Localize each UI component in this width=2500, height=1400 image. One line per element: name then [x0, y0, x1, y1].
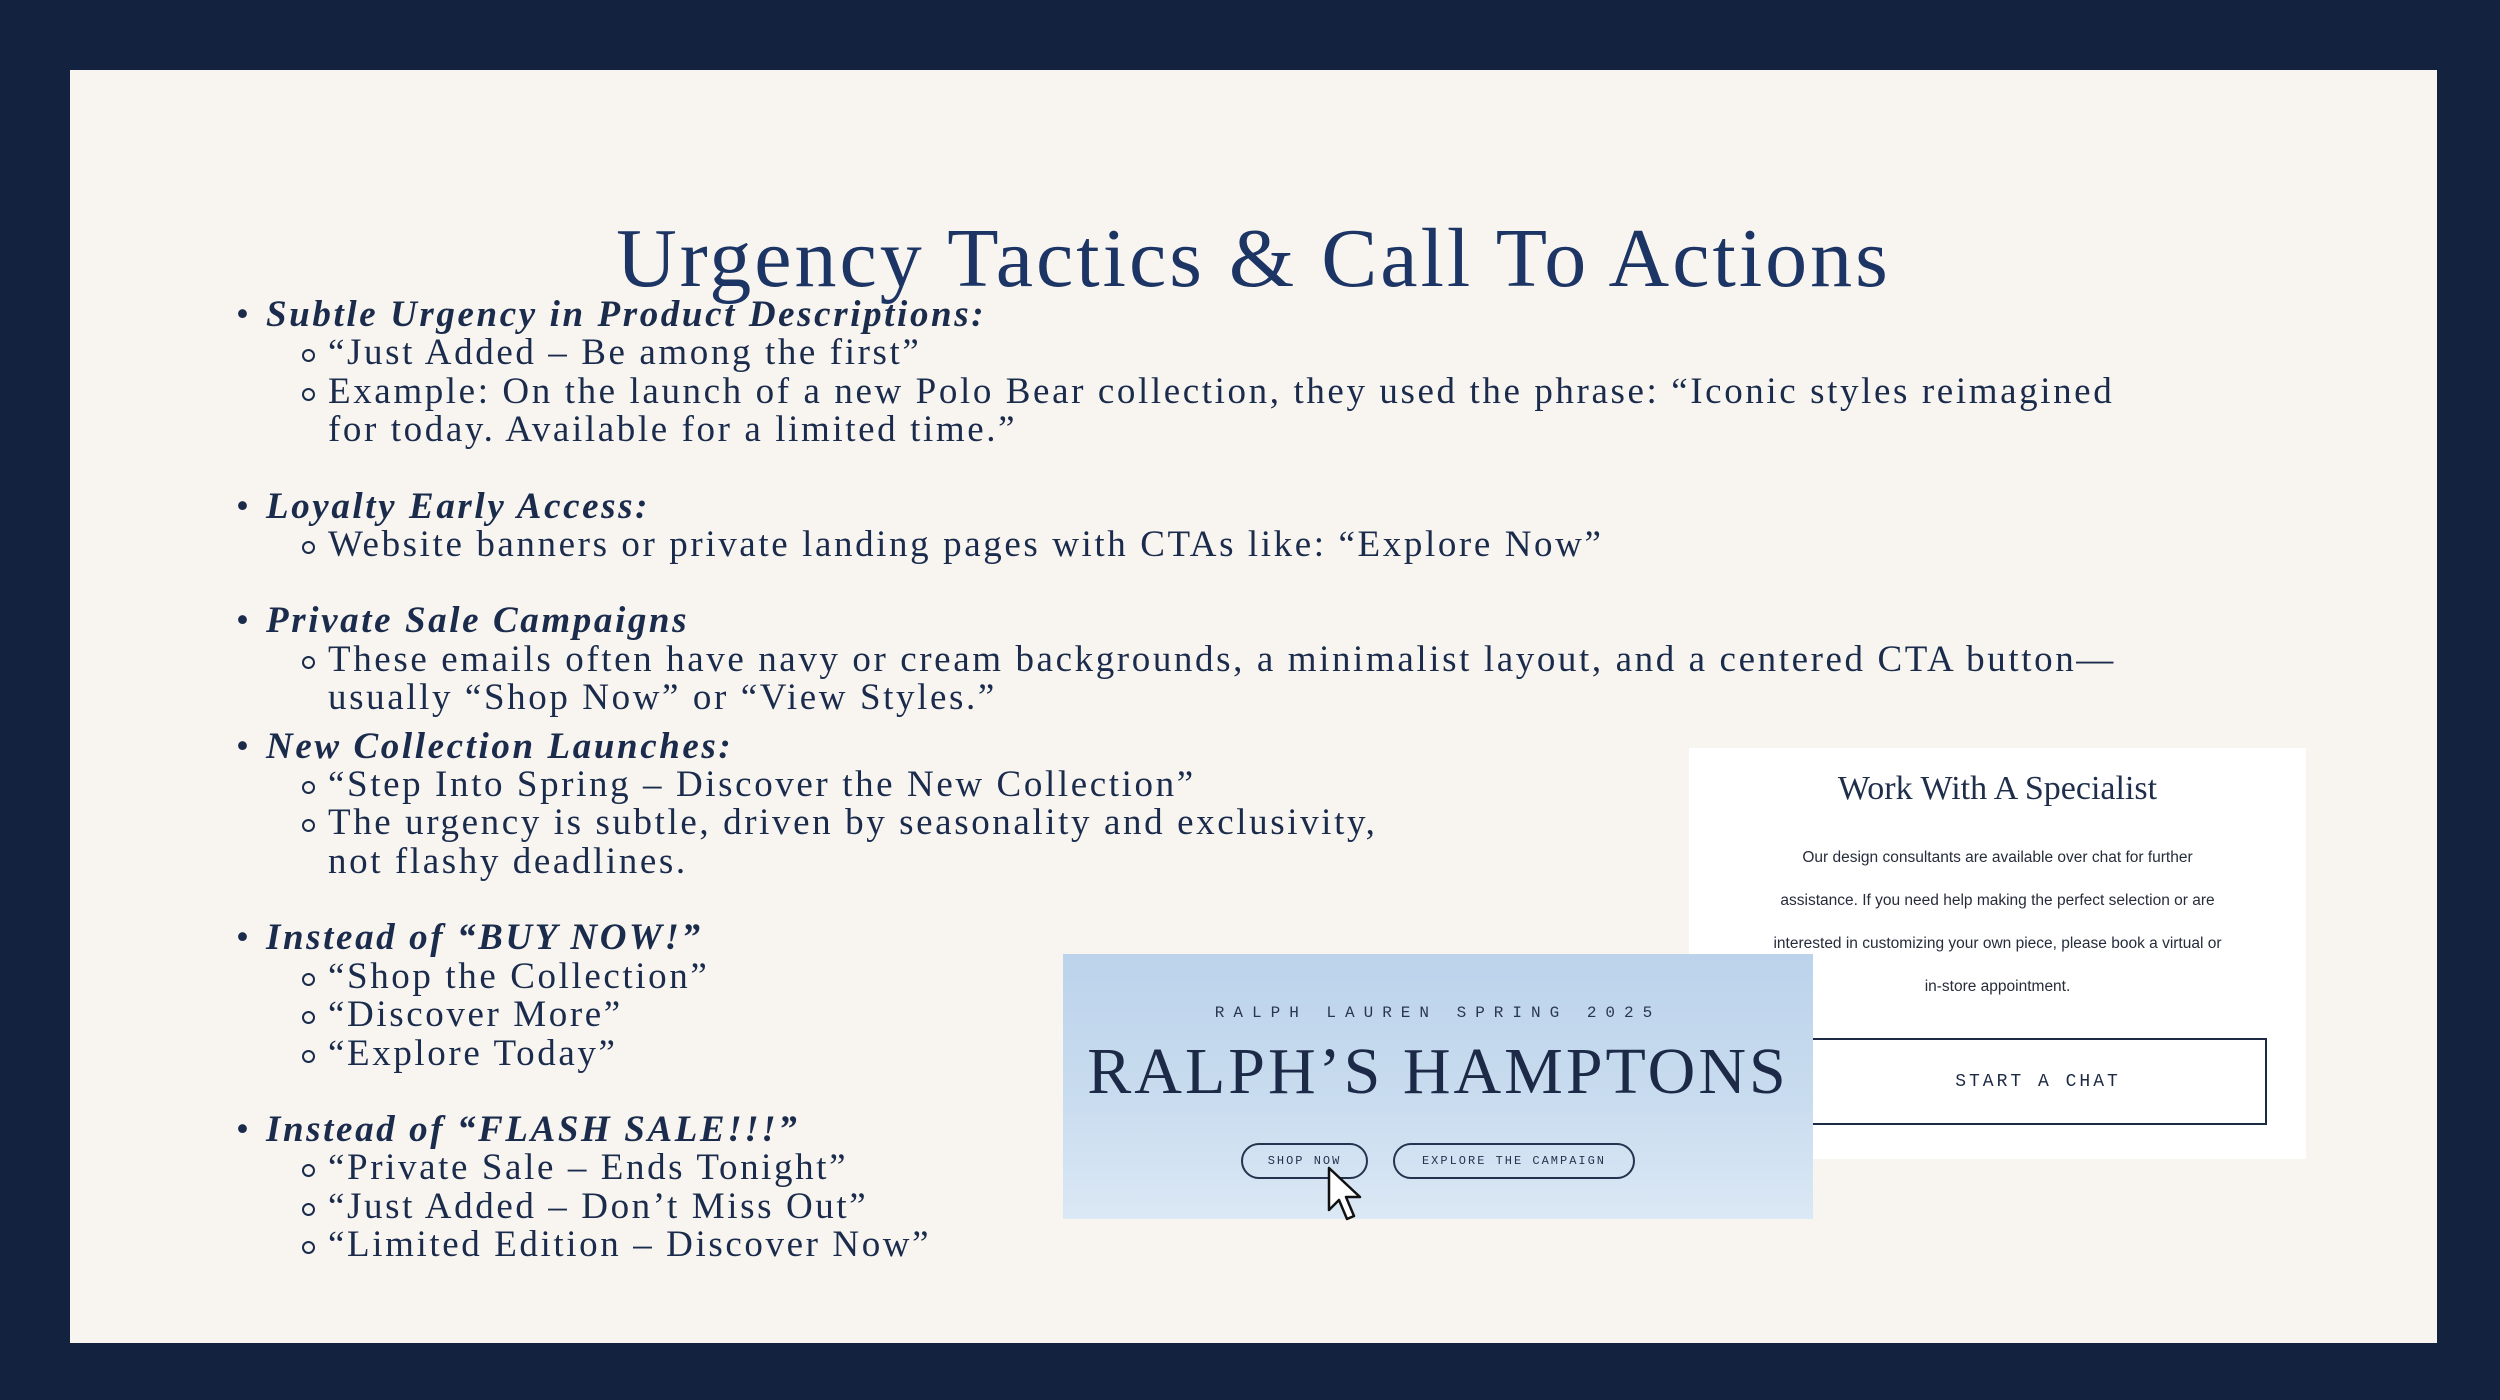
bullet-section — [236, 485, 2386, 566]
sub-bullet-text: The urgency is subtle, driven by seasonality and exclusivity, — [328, 802, 1378, 844]
sub-bullet-text: “Just Added – Don’t Miss Out” — [328, 1185, 869, 1227]
hollow-bullet-icon — [302, 819, 315, 832]
section-heading: Instead of “BUY NOW!” — [266, 917, 703, 959]
hamptons-banner — [1063, 954, 1813, 1219]
sub-bullet — [266, 638, 2386, 719]
sub-bullet-text: “Discover More” — [328, 994, 623, 1036]
start-chat-button[interactable]: START A CHAT — [1809, 1038, 2267, 1125]
sub-bullet-text: not flashy deadlines. — [328, 840, 688, 882]
sub-bullet-text: “Step Into Spring – Discover the New Collection” — [328, 764, 1196, 806]
banner-headline: RALPH’S HAMPTONS — [1087, 1035, 1789, 1108]
sub-bullet-text: These emails often have navy or cream backgrounds, a minimalist layout, and a centered CTA button— — [328, 638, 2116, 680]
hollow-bullet-icon — [302, 1011, 315, 1024]
sub-bullet — [266, 1226, 2386, 1264]
bullet-section — [236, 602, 2386, 717]
bullet-section — [236, 296, 2386, 450]
slide — [70, 70, 2437, 1343]
bullet-dot: • — [236, 294, 249, 335]
sub-bullet-text: “Just Added – Be among the first” — [328, 332, 922, 374]
sub-bullet-text: Website banners or private landing pages with CTAs like: “Explore Now” — [328, 524, 1604, 566]
specialist-line: assistance. If you need help making the perfect selection or are — [1780, 892, 2215, 909]
specialist-line: interested in customizing your own piece, please book a virtual or — [1773, 935, 2222, 952]
sub-bullet-text: usually “Shop Now” or “View Styles.” — [328, 677, 997, 719]
bullet-dot: • — [236, 725, 249, 767]
section-heading: Instead of “FLASH SALE!!!” — [266, 1108, 800, 1150]
explore-campaign-button[interactable]: EXPLORE THE CAMPAIGN — [1393, 1143, 1635, 1179]
bullet-dot: • — [236, 917, 249, 959]
banner-kicker: RALPH LAUREN SPRING 2025 — [1214, 1004, 1662, 1022]
sub-bullet-text: “Limited Edition – Discover Now” — [328, 1224, 932, 1266]
section-heading: Subtle Urgency in Product Descriptions: — [266, 294, 987, 335]
hollow-bullet-icon — [302, 1050, 315, 1063]
hollow-bullet-icon — [302, 388, 315, 401]
slide-title: Urgency Tactics & Call To Actions — [616, 212, 1891, 305]
sub-bullet-text: “Private Sale – Ends Tonight” — [328, 1147, 849, 1189]
shop-now-button[interactable]: SHOP NOW — [1241, 1143, 1368, 1179]
hollow-bullet-icon — [302, 1203, 315, 1216]
hollow-bullet-icon — [302, 1241, 315, 1254]
sub-bullet — [266, 526, 2386, 564]
hollow-bullet-icon — [302, 656, 315, 669]
section-heading: Private Sale Campaigns — [266, 600, 690, 642]
sub-bullet — [266, 370, 2386, 451]
sub-bullet-text: Example: On the launch of a new Polo Bear collection, they used the phrase: “Iconic styles reimagined — [328, 370, 2115, 412]
bullet-dot: • — [236, 485, 249, 527]
arrow-cursor-icon — [1326, 1165, 1366, 1225]
specialist-line: in-store appointment. — [1924, 978, 2071, 995]
hollow-bullet-icon — [302, 349, 315, 362]
section-heading: Loyalty Early Access: — [266, 485, 651, 527]
hollow-bullet-icon — [302, 973, 315, 986]
sub-bullet — [266, 334, 2386, 372]
section-heading: New Collection Launches: — [266, 725, 734, 767]
hollow-bullet-icon — [302, 781, 315, 794]
sub-bullet-text: “Explore Today” — [328, 1032, 618, 1074]
sub-bullet-text: “Shop the Collection” — [328, 955, 710, 997]
bullet-dot: • — [236, 600, 249, 642]
specialist-line: Our design consultants are available over chat for further — [1802, 849, 2193, 866]
sub-bullet-text: for today. Available for a limited time.” — [328, 409, 1018, 451]
specialist-title: Work With A Specialist — [1837, 770, 2158, 807]
hollow-bullet-icon — [302, 541, 315, 554]
bullet-dot: • — [236, 1108, 249, 1150]
hollow-bullet-icon — [302, 1164, 315, 1177]
